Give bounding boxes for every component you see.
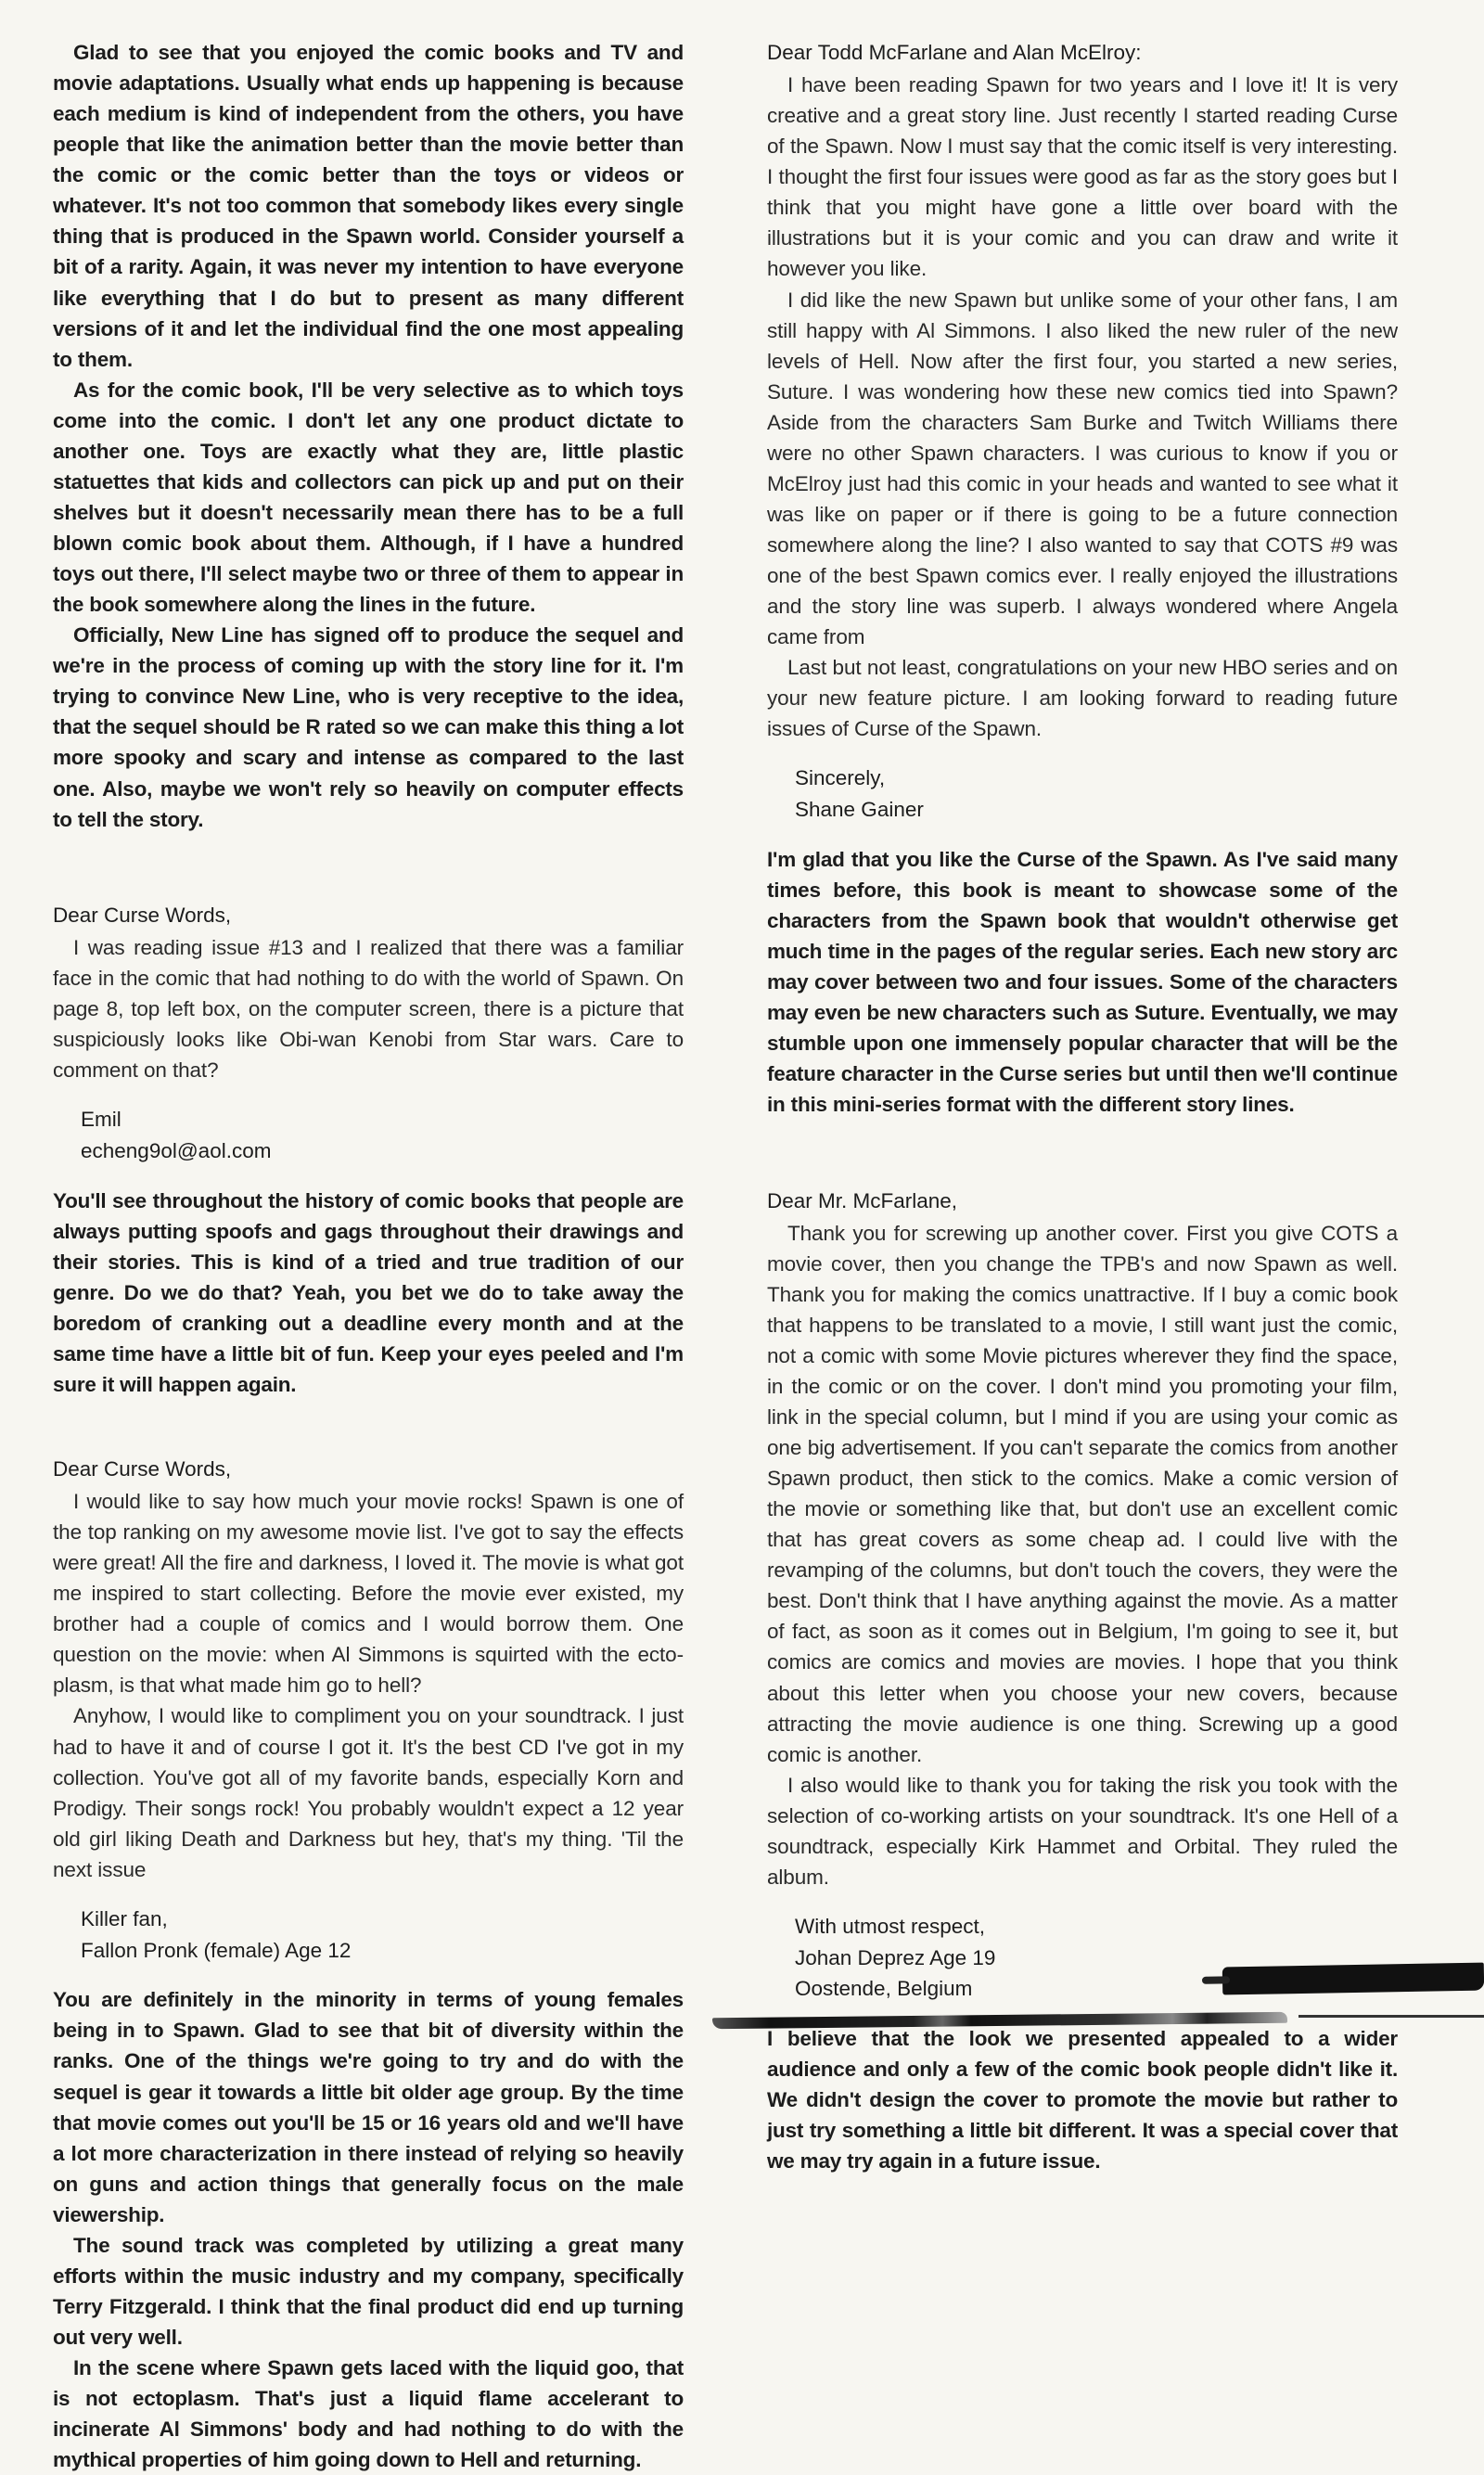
reader-letter-fallon [53, 1454, 684, 1966]
letter-signoff [53, 1104, 684, 1167]
right-column [767, 37, 1398, 2177]
reply-paragraph: You'll see throughout the history of comic books that people are always putting spoofs and gags throughout their drawings and their stories. This is kind of a tried and true tradition of our genre. Do we do that? Yeah, you bet we do to take away the boredom of cranking out a deadline every month and at the same time have a little bit of fun. Keep your eyes peeled and I'm sure it will happen again. [53, 1188, 684, 1396]
letter-salutation: Dear Curse Words, [53, 903, 232, 927]
letter-paragraph: I did like the new Spawn but unlike some of your other fans, I am still happy with Al Simmons. I also liked the new ruler of the new levels of Hell. Now after the first four, you started a new series, Suture. I was wondering how these new comics tied into Spawn? Aside from the characters Sam Burke and Twitch Williams there were no other Spawn characters. I was curious to know if you or McElroy just had this comic in your heads and wanted to see what it was like on paper or if there is going to be a future connection somewhere along the line? I also wanted to say that COTS #9 was one of the best Spawn comics ever. I really enjoyed the illustrations and the story line was superb. I always wondered where Angela came from [767, 288, 1398, 649]
letter-salutation: Dear Mr. McFarlane, [767, 1188, 958, 1212]
reply-paragraph: You are definitely in the minority in terms of young females being in to Spawn. Glad to see that bit of diversity within the ranks. One of the things we're going to try and do with the sequel is gear it towards a little bit older age group. By the time that movie comes out you'll be 15 or 16 years old and we'll have a lot more characterization in there instead of relying so heavily on guns and action things that generally focus on the male viewership. [53, 1988, 684, 2226]
reader-letter-shane [767, 37, 1398, 826]
brush-stroke-decoration [1222, 1963, 1484, 1995]
letter-signoff [767, 763, 1398, 826]
reply-paragraph: In the scene where Spawn gets laced with the liquid goo, that is not ectoplasm. That's just a liquid flame accelerant to incinerate Al Simmons' body and had nothing to do with the mythical properties of him going down to Hell and returning. [53, 2356, 684, 2472]
signoff-line: With utmost respect, [795, 1914, 986, 1938]
signoff-email: echeng9ol@aol.com [81, 1138, 272, 1162]
brush-stroke-decoration [1298, 2015, 1484, 2018]
left-column [53, 37, 684, 2475]
signoff-line: Emil [81, 1108, 122, 1131]
reply-paragraph: Officially, New Line has signed off to produce the sequel and we're in the process of coming up with the story line for it. I'm trying to convince New Line, who is very receptive to the idea, that the sequel should be R rated so we can make this thing a lot more spooky and scary and intense as compared to the last one. Also, maybe we won't rely so heavily on computer effects to tell the story. [53, 623, 684, 831]
signoff-line: Fallon Pronk (female) Age 12 [81, 1938, 352, 1962]
reply-paragraph: As for the comic book, I'll be very selective as to which toys come into the comic. I don't let any one product dictate to another one. Toys are exactly what they are, little plastic statuettes that kids and collectors can pick up and put on their shelves but it doesn't necessarily mean there has to be a full blown comic book about them. Although, if I have a hundred toys out there, I'll select maybe two or three of them to appear in the book somewhere along the lines in the future. [53, 378, 684, 617]
letter-paragraph: Thank you for screwing up another cover. First you give COTS a movie cover, then you change the TPB's and now Spawn as well. Thank you for making the comics unattractive. If I buy a comic book that happens to be translated to a movie, I still want just the comic, not a comic with some Movie pictures wherever they find the space, in the comic or on the cover. I don't mind you promoting your film, link in the special column, but I mind if you are using your comic as one big advertisement. If you can't separate the comics from another Spawn product, then stick to the comics. Make a comic version of the movie or something like that, but don't use an excellent comic that has great covers as some cheap ad. I could live with the revamping of the columns, but don't touch the covers, they were the best. Don't think that I have anything against the movie. As a matter of fact, as soon as it comes out in Belgium, I'm going to see it, but comics are comics and movies are movies. I hope that you think about this letter when you choose your new covers, because attracting the movie audience is one thing. Screwing up a good comic is another. [767, 1221, 1398, 1766]
letter-paragraph: Anyhow, I would like to compliment you on your soundtrack. I just had to have it and of course I got it. It's the best CD I've got in my collection. You've got all of my favorite bands, especially Korn and Prodigy. Their songs rock! You probably wouldn't expect a 12 year old girl liking Death and Darkness but hey, that's my thing. 'Til the next issue [53, 1704, 684, 1881]
signoff-line: Shane Gainer [795, 798, 924, 822]
reply-paragraph: I'm glad that you like the Curse of the Spawn. As I've said many times before, this book is meant to showcase some of the characters from the Spawn book that wouldn't otherwise get much time in the pages of the regular series. Each new story arc may cover between two and four issues. Some of the characters may even be new characters such as Suture. Eventually, we may stumble upon one immensely popular character that will be the feature character in the Curse series but until then we'll continue in this mini-series format with the different story lines. [767, 847, 1398, 1117]
letter-paragraph: I have been reading Spawn for two years and I love it! It is very creative and a great story line. Just recently I started reading Curse of the Spawn. Now I must say that the comic itself is very interesting. I thought the first four issues were good as far as the story goes but I think that you might have gone a little over board with the illustrations but it is your comic and you can draw and write it however you like. [767, 73, 1398, 281]
reader-letter-emil [53, 900, 684, 1167]
letter-paragraph: I would like to say how much your movie rocks! Spawn is one of the top ranking on my awesome movie list. I've got to say the effects were great! All the fire and darkness, I loved it. The movie is what got me inspired to start collecting. Before the movie ever existed, my brother had a couple of comics and I would borrow them. One question on the movie: when Al Simmons is squirted with the ecto-plasm, is that what made him go to hell? [53, 1490, 684, 1698]
letter-paragraph: I also would like to thank you for taking the risk you took with the selection of co-working artists on your soundtrack. It's one Hell of a soundtrack, especially Kirk Hammet and Orbital. They ruled the album. [767, 1773, 1398, 1889]
signoff-line: Oostende, Belgium [795, 1977, 973, 2001]
signoff-line: Sincerely, [795, 766, 886, 790]
editor-reply-1 [53, 37, 684, 835]
reply-paragraph: Glad to see that you enjoyed the comic books and TV and movie adaptations. Usually what ends up happening is because each medium is kind of independent from the others, you have people that like the animation better than the movie better than the comic or the comic better than the toys or videos or whatever. It's not too common that somebody likes every single thing that is produced in the Spawn world. Consider yourself a bit of a rarity. Again, it was never my intention to have everyone like everything that I do but to present as many different versions of it and let the individual find the one most appealing to them. [53, 41, 684, 371]
reply-paragraph: The sound track was completed by utilizing a great many efforts within the music industry and my company, specifically Terry Fitzgerald. I think that the final product did end up turning out very well. [53, 2233, 684, 2349]
signoff-line: Killer fan, [81, 1906, 168, 1930]
reply-paragraph: I believe that the look we presented appealed to a wider audience and only a few of the comic book people didn't like it. We didn't design the cover to promote the movie but rather to just try something a little bit different. It was a special cover that we may try again in a future issue. [767, 2027, 1398, 2174]
editor-reply-johan [767, 2023, 1398, 2176]
letter-signoff [53, 1904, 684, 1967]
letter-paragraph: Last but not least, congratulations on your new HBO series and on your new feature picture. I am looking forward to reading future issues of Curse of the Spawn. [767, 656, 1398, 741]
reader-letter-johan [767, 1186, 1398, 2006]
editor-reply-2 [53, 1186, 684, 1400]
editor-reply-3 [53, 1984, 684, 2475]
signoff-line: Johan Deprez Age 19 [795, 1945, 996, 1969]
letter-paragraph: I was reading issue #13 and I realized that there was a familiar face in the comic that had nothing to do with the world of Spawn. On page 8, top left box, on the computer screen, there is a picture that suspiciously looks like Obi-wan Kenobi from Star wars. Care to comment on that? [53, 935, 684, 1082]
letter-salutation: Dear Curse Words, [53, 1456, 232, 1481]
editor-reply-shane [767, 844, 1398, 1121]
letter-salutation: Dear Todd McFarlane and Alan McElroy: [767, 41, 1142, 64]
